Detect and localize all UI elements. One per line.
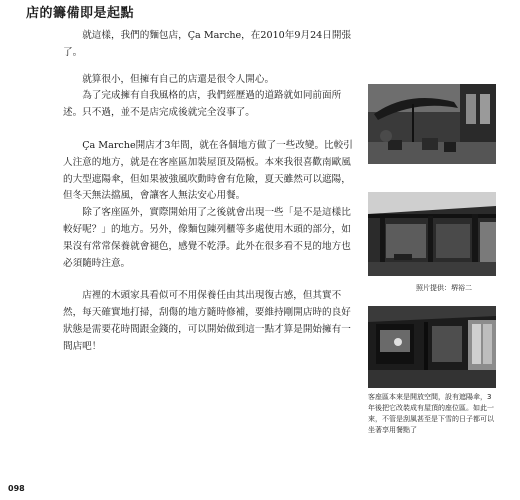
section-heading: 店的籌備即是起點 [26, 6, 135, 21]
paragraph-small-shop: 就算很小，但擁有自己的店還是很令人開心。 [82, 73, 275, 85]
paragraph-changes: Ça Marche開店才3年間，就在各個地方做了一些改變。比較引人注意的地方，就是在客座區加裝屋頂及隔板。本來我很喜歡南歐風的大型遮陽傘，但如果被強風吹動時會有危險，夏天雖然可以遮陽，但冬天無法擋風，會讓客人無法安心用餐。 [63, 139, 353, 202]
body-text [63, 28, 360, 356]
terrace-parasol-photo [368, 84, 496, 164]
photo-credit: 照片提供：堺裕二 [416, 284, 472, 292]
photo-caption: 客座區本來是開放空間，設有遮陽傘，3年後把它改裝成有屋頂的座位區。如此一來，不管是刮風甚至是下雪的日子都可以坐著享用餐點了 [368, 393, 494, 434]
paragraph-maintenance: 除了客座區外，實際開始用了之後就會出現一些「是不是這樣比較好呢？」的地方。另外，像麵包陳列櫃等多處使用木頭的部分，如果沒有常常保養就會褪色，感覺不乾淨。此外在很多看不見的地方也必須隨時注意。 [63, 207, 351, 269]
paragraph-furniture: 店裡的木頭家具看似可不用保養任由其出現復古感，但其實不然，每天確實地打掃，刮傷的地方隨時修補，要維持剛開店時的良好狀態是需要花時間跟金錢的，可以開始做到這一點才算是開始擁有一間店吧！ [63, 290, 351, 352]
page-number: 098 [8, 484, 25, 493]
covered-seating-photo [368, 192, 496, 276]
paragraph-path: 為了完成擁有自我風格的店，我們經歷過的道路就如同前面所述。只不過，並不是店完成後就完全沒事了。 [63, 90, 342, 119]
interior-night-photo [368, 306, 496, 388]
paragraph-opening: 就這樣，我們的麵包店，Ça Marche，在2010年9月24日開張了。 [63, 30, 352, 58]
